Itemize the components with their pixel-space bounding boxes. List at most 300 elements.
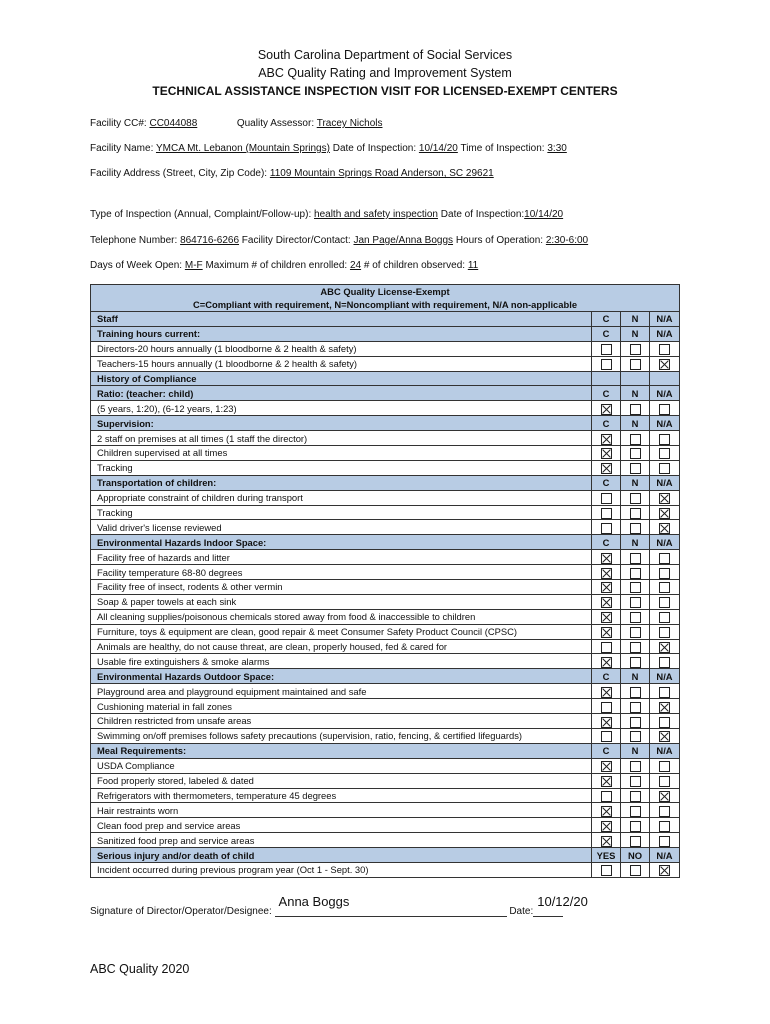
na-checkbox[interactable] [659,493,670,504]
noncompliant-checkbox[interactable] [630,553,641,564]
checkbox-cell [592,505,621,520]
checkbox-cell [650,624,680,639]
na-checkbox[interactable] [659,612,670,623]
days-label: Days of Week Open: [90,260,183,271]
checkbox-cell [650,833,680,848]
na-checkbox[interactable] [659,657,670,668]
checklist-item-label: Sanitized food prep and service areas [91,833,592,848]
compliant-checkbox[interactable] [601,776,612,787]
facility-cc-label: Facility CC#: [90,118,147,129]
checklist-row [91,594,680,609]
checkbox-cell [621,773,650,788]
checkbox-cell [621,580,650,595]
checkbox-cell [592,728,621,743]
section-header-row [91,371,680,386]
na-checkbox[interactable] [659,627,670,638]
checklist-row [91,818,680,833]
compliant-checkbox[interactable] [601,359,612,370]
column-header: N/A [650,743,680,758]
compliant-checkbox[interactable] [601,508,612,519]
section-header-row [91,312,680,327]
checklist-item-label: Furniture, toys & equipment are clean, good repair & meet Consumer Safety Product Council (CPSC) [91,624,592,639]
na-checkbox[interactable] [659,761,670,772]
checkbox-cell [621,460,650,475]
table-title [91,285,680,312]
checklist-row [91,788,680,803]
checklist-row [91,460,680,475]
na-checkbox[interactable] [659,642,670,653]
checkbox-cell [650,446,680,461]
na-checkbox[interactable] [659,553,670,564]
checkbox-cell [650,565,680,580]
column-header: N/A [650,848,680,863]
checkbox-cell [650,639,680,654]
checkbox-cell [650,684,680,699]
na-checkbox[interactable] [659,731,670,742]
checkbox-cell [621,594,650,609]
checklist-item-label: Facility free of hazards and litter [91,550,592,565]
na-checkbox[interactable] [659,806,670,817]
compliant-checkbox[interactable] [601,523,612,534]
column-header: C [592,475,621,490]
checkbox-cell [592,862,621,877]
noncompliant-checkbox[interactable] [630,776,641,787]
checkbox-cell [650,788,680,803]
checkbox-cell [650,401,680,416]
signature-value: Anna Boggs [278,894,350,909]
na-checkbox[interactable] [659,717,670,728]
section-header-label: Serious injury and/or death of child [91,848,592,863]
column-header: N/A [650,326,680,341]
checkbox-cell [592,639,621,654]
checkbox-cell [621,758,650,773]
na-checkbox[interactable] [659,448,670,459]
noncompliant-checkbox[interactable] [630,687,641,698]
section-header-row [91,535,680,550]
compliant-checkbox[interactable] [601,657,612,668]
checklist-item-label: 2 staff on premises at all times (1 staff the director) [91,431,592,446]
facility-name-label: Facility Name: [90,143,154,154]
checklist-row [91,520,680,535]
checklist-item-label: Tracking [91,460,592,475]
signature-date-field[interactable] [533,894,588,917]
checkbox-cell [592,550,621,565]
checklist-item-label: Incident occurred during previous program year (Oct 1 - Sept. 30) [91,862,592,877]
checklist-row [91,446,680,461]
column-header: N/A [650,386,680,401]
date-label: Date of Inspection: [332,143,417,154]
director-value: Jan Page/Anna Boggs [353,235,454,246]
checkbox-cell [621,654,650,669]
checkbox-cell [650,714,680,729]
checklist-row [91,356,680,371]
column-header: N/A [650,669,680,684]
max-value: 24 [349,260,362,271]
column-header: N/A [650,475,680,490]
date2-label: Date of Inspection: [440,209,525,220]
checklist-item-label: Appropriate constraint of children during transport [91,490,592,505]
noncompliant-checkbox[interactable] [630,434,641,445]
noncompliant-checkbox[interactable] [630,582,641,593]
compliant-checkbox[interactable] [601,463,612,474]
table-title-line2: C=Compliant with requirement, N=Noncompliant with requirement, N/A non-applicable [192,299,578,310]
na-checkbox[interactable] [659,597,670,608]
checkbox-cell [650,728,680,743]
checkbox-cell [621,624,650,639]
checkbox-cell [621,356,650,371]
na-checkbox[interactable] [659,463,670,474]
max-label: Maximum # of children enrolled: [205,260,348,271]
noncompliant-checkbox[interactable] [630,642,641,653]
checkbox-cell [650,520,680,535]
na-checkbox[interactable] [659,359,670,370]
noncompliant-checkbox[interactable] [630,612,641,623]
section-header-row [91,416,680,431]
column-header: N/A [650,416,680,431]
checkbox-cell [621,401,650,416]
compliant-checkbox[interactable] [601,568,612,579]
checkbox-cell [621,803,650,818]
compliant-checkbox[interactable] [601,761,612,772]
facility-name-value: YMCA Mt. Lebanon (Mountain Springs) [155,143,330,154]
noncompliant-checkbox[interactable] [630,865,641,876]
noncompliant-checkbox[interactable] [630,523,641,534]
checklist-item-label: Refrigerators with thermometers, temperature 45 degrees [91,788,592,803]
noncompliant-checkbox[interactable] [630,463,641,474]
na-checkbox[interactable] [659,434,670,445]
na-checkbox[interactable] [659,791,670,802]
checklist-row [91,758,680,773]
compliant-checkbox[interactable] [601,627,612,638]
column-header: YES [592,848,621,863]
compliance-table [90,284,680,878]
hours-value: 2:30-6:00 [545,235,589,246]
column-header: C [592,743,621,758]
checklist-item-label: Food properly stored, labeled & dated [91,773,592,788]
signature-field[interactable] [275,894,507,917]
checklist-row [91,714,680,729]
checklist-item-label: Playground area and playground equipment maintained and safe [91,684,592,699]
checklist-item-label: Swimming on/off premises follows safety precautions (supervision, ratio, fencing, & certified lifeguards) [91,728,592,743]
column-header: N [621,669,650,684]
column-header: N/A [650,535,680,550]
noncompliant-checkbox[interactable] [630,657,641,668]
checkbox-cell [650,550,680,565]
column-header: N/A [650,312,680,327]
checklist-row [91,341,680,356]
checkbox-cell [621,609,650,624]
checkbox-cell [621,684,650,699]
checklist-row [91,654,680,669]
column-header: C [592,535,621,550]
column-header: N [621,326,650,341]
checkbox-cell [621,862,650,877]
hours-label: Hours of Operation: [455,235,544,246]
signature-label: Signature of Director/Operator/Designee: [90,906,272,917]
checklist-row [91,401,680,416]
checklist-item-label: Cushioning material in fall zones [91,699,592,714]
checklist-row [91,431,680,446]
noncompliant-checkbox[interactable] [630,448,641,459]
noncompliant-checkbox[interactable] [630,791,641,802]
compliant-checkbox[interactable] [601,612,612,623]
compliant-checkbox[interactable] [601,344,612,355]
time-label: Time of Inspection: [460,143,545,154]
noncompliant-checkbox[interactable] [630,761,641,772]
compliant-checkbox[interactable] [601,731,612,742]
na-checkbox[interactable] [659,404,670,415]
address-line [90,168,494,179]
compliant-checkbox[interactable] [601,687,612,698]
inspection-type-line [90,209,563,220]
table-title-row [91,285,680,312]
checkbox-cell [592,684,621,699]
checkbox-cell [592,609,621,624]
checkbox-cell [592,624,621,639]
checkbox-cell [650,341,680,356]
phone-value: 864716-6266 [180,235,240,246]
checklist-item-label: Valid driver's license reviewed [91,520,592,535]
column-header: C [592,669,621,684]
compliant-checkbox[interactable] [601,553,612,564]
checkbox-cell [592,773,621,788]
checklist-row [91,505,680,520]
column-header: N [621,312,650,327]
checkbox-cell [621,550,650,565]
compliant-checkbox[interactable] [601,448,612,459]
column-header [621,371,650,386]
section-header-label: Supervision: [91,416,592,431]
checklist-row [91,609,680,624]
checkbox-cell [592,803,621,818]
checkbox-cell [592,490,621,505]
checklist-item-label: Tracking [91,505,592,520]
noncompliant-checkbox[interactable] [630,806,641,817]
checklist-row [91,728,680,743]
checkbox-cell [650,594,680,609]
checkbox-cell [621,639,650,654]
noncompliant-checkbox[interactable] [630,731,641,742]
checkbox-cell [650,699,680,714]
compliant-checkbox[interactable] [601,865,612,876]
checkbox-cell [592,788,621,803]
na-checkbox[interactable] [659,523,670,534]
column-header: N [621,386,650,401]
compliant-checkbox[interactable] [601,642,612,653]
noncompliant-checkbox[interactable] [630,344,641,355]
signature-line [90,894,588,917]
checkbox-cell [592,833,621,848]
days-line [90,260,478,271]
director-label: Facility Director/Contact: [241,235,351,246]
checkbox-cell [650,490,680,505]
time-value: 3:30 [547,143,567,154]
checkbox-cell [592,654,621,669]
signature-date-value: 10/12/20 [537,894,588,909]
checklist-item-label: USDA Compliance [91,758,592,773]
phone-label: Telephone Number: [90,235,178,246]
checkbox-cell [621,565,650,580]
column-header: C [592,312,621,327]
na-checkbox[interactable] [659,702,670,713]
compliant-checkbox[interactable] [601,493,612,504]
observed-label: # of children observed: [363,260,466,271]
noncompliant-checkbox[interactable] [630,508,641,519]
na-checkbox[interactable] [659,821,670,832]
date2-value: 10/14/20 [524,209,564,220]
column-header: C [592,416,621,431]
na-checkbox[interactable] [659,344,670,355]
checklist-item-label: Animals are healthy, do not cause threat, are clean, properly housed, fed & cared for [91,639,592,654]
checkbox-cell [650,460,680,475]
phone-line [90,235,588,246]
checkbox-cell [592,818,621,833]
compliant-checkbox[interactable] [601,717,612,728]
noncompliant-checkbox[interactable] [630,821,641,832]
checklist-row [91,773,680,788]
checkbox-cell [592,580,621,595]
compliant-checkbox[interactable] [601,806,612,817]
checklist-item-label: Children restricted from unsafe areas [91,714,592,729]
section-header-label: Staff [91,312,592,327]
section-header-row [91,669,680,684]
checkbox-cell [592,758,621,773]
checkbox-cell [650,862,680,877]
checkbox-cell [592,714,621,729]
na-checkbox[interactable] [659,568,670,579]
na-checkbox[interactable] [659,776,670,787]
checkbox-cell [650,773,680,788]
checklist-row [91,862,680,877]
checklist-row [91,565,680,580]
section-header-row [91,743,680,758]
type-label: Type of Inspection (Annual, Complaint/Follow-up): [90,209,312,220]
compliant-checkbox[interactable] [601,434,612,445]
section-header-row [91,326,680,341]
checkbox-cell [592,341,621,356]
na-checkbox[interactable] [659,836,670,847]
address-value: 1109 Mountain Springs Road Anderson, SC 29621 [269,168,494,179]
checkbox-cell [650,356,680,371]
noncompliant-checkbox[interactable] [630,836,641,847]
checklist-row [91,550,680,565]
checklist-row [91,699,680,714]
noncompliant-checkbox[interactable] [630,717,641,728]
checklist-row [91,833,680,848]
column-header: N [621,416,650,431]
checkbox-cell [621,505,650,520]
assessor-value: Tracey Nichols [316,118,383,129]
checkbox-cell [621,833,650,848]
checkbox-cell [621,728,650,743]
checklist-row [91,803,680,818]
checklist-item-label: Soap & paper towels at each sink [91,594,592,609]
noncompliant-checkbox[interactable] [630,359,641,370]
checkbox-cell [592,356,621,371]
noncompliant-checkbox[interactable] [630,493,641,504]
checkbox-cell [621,341,650,356]
compliant-checkbox[interactable] [601,404,612,415]
checkbox-cell [650,654,680,669]
na-checkbox[interactable] [659,508,670,519]
checklist-item-label: Teachers-15 hours annually (1 bloodborne & 2 health & safety) [91,356,592,371]
days-value: M-F [184,260,203,271]
section-header-row [91,386,680,401]
compliant-checkbox[interactable] [601,836,612,847]
observed-value: 11 [467,260,479,271]
checkbox-cell [621,490,650,505]
compliant-checkbox[interactable] [601,582,612,593]
noncompliant-checkbox[interactable] [630,627,641,638]
column-header [592,371,621,386]
noncompliant-checkbox[interactable] [630,702,641,713]
facility-cc-value: CC044088 [149,118,198,129]
checklist-row [91,639,680,654]
section-header-label: Ratio: (teacher: child) [91,386,592,401]
column-header: C [592,326,621,341]
signature-date-label: Date: [509,906,534,917]
checklist-item-label: Facility free of insect, rodents & other vermin [91,580,592,595]
compliant-checkbox[interactable] [601,702,612,713]
checkbox-cell [621,699,650,714]
checkbox-cell [592,565,621,580]
compliant-checkbox[interactable] [601,821,612,832]
section-header-label: Environmental Hazards Outdoor Space: [91,669,592,684]
section-header-label: History of Compliance [91,371,592,386]
column-header [650,371,680,386]
checkbox-cell [592,460,621,475]
noncompliant-checkbox[interactable] [630,404,641,415]
type-value: health and safety inspection [314,209,438,220]
noncompliant-checkbox[interactable] [630,568,641,579]
checkbox-cell [592,520,621,535]
checklist-row [91,624,680,639]
assessor-label: Quality Assessor: [236,118,315,129]
column-header: N [621,475,650,490]
checkbox-cell [650,609,680,624]
footer-text: ABC Quality 2020 [90,962,190,976]
system-title: ABC Quality Rating and Improvement System [258,66,512,80]
checkbox-cell [650,580,680,595]
checklist-item-label: Facility temperature 68-80 degrees [91,565,592,580]
date-value: 10/14/20 [418,143,458,154]
checkbox-cell [621,446,650,461]
checkbox-cell [592,446,621,461]
checklist-item-label: Directors-20 hours annually (1 bloodborne & 2 health & safety) [91,341,592,356]
noncompliant-checkbox[interactable] [630,597,641,608]
compliant-checkbox[interactable] [601,597,612,608]
checkbox-cell [621,818,650,833]
checklist-row [91,580,680,595]
checkbox-cell [650,818,680,833]
na-checkbox[interactable] [659,865,670,876]
section-header-row [91,848,680,863]
checkbox-cell [621,714,650,729]
na-checkbox[interactable] [659,582,670,593]
na-checkbox[interactable] [659,687,670,698]
section-header-label: Meal Requirements: [91,743,592,758]
checkbox-cell [650,431,680,446]
checklist-item-label: (5 years, 1:20), (6-12 years, 1:23) [91,401,592,416]
form-title: TECHNICAL ASSISTANCE INSPECTION VISIT FOR LICENSED-EXEMPT CENTERS [152,84,618,98]
table-title-line1: ABC Quality License-Exempt [320,286,450,297]
section-header-label: Transportation of children: [91,475,592,490]
checkbox-cell [592,401,621,416]
agency-title: South Carolina Department of Social Services [257,48,513,62]
compliant-checkbox[interactable] [601,791,612,802]
checkbox-cell [650,803,680,818]
section-header-label: Training hours current: [91,326,592,341]
